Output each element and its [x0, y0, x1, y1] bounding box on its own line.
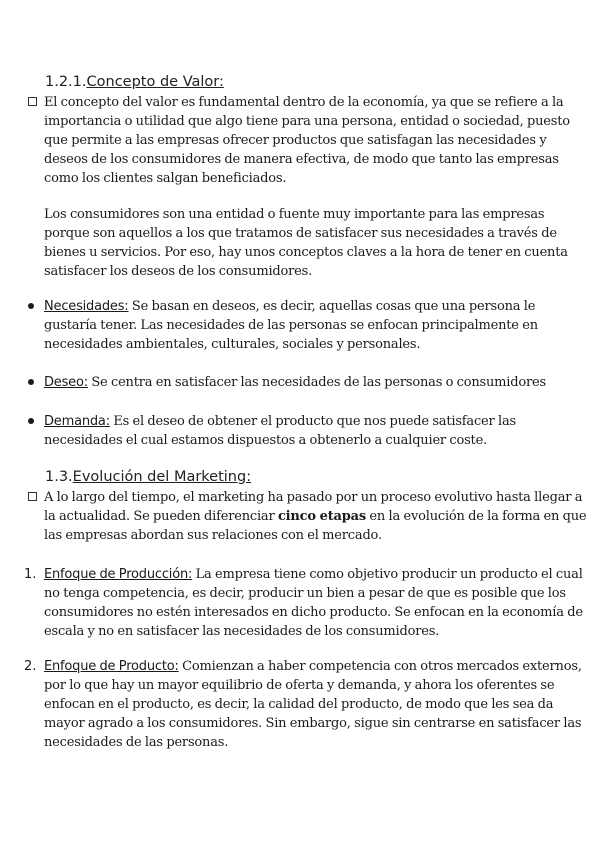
square-bullet-icon	[28, 492, 37, 501]
section-number: 1.2.1.	[45, 74, 87, 90]
bullet-dot-icon	[28, 418, 34, 424]
section-title: Concepto de Valor:	[86, 74, 224, 90]
term-necesidades: Necesidades:	[44, 299, 129, 314]
section-heading-concepto-valor	[45, 73, 224, 91]
item-enfoque-produccion	[44, 565, 590, 641]
bullet-text: Se centra en satisfacer las necesidades de las personas o consumidores	[87, 375, 546, 390]
bullet-text: Se basan en deseos, es decir, aquellas cosas que una persona le gustaría tener. Las necesidades de las personas se enfocan principalmente en necesidades ambientales, culturales, sociales y personales.	[44, 299, 538, 352]
bullet-deseo	[44, 373, 590, 392]
paragraph-consumidores: Los consumidores son una entidad o fuente muy importante para las empresas porque son aquellos a los que tratamos de satisfacer sus necesidades a través de bienes u servicios. Por eso, hay unos conceptos claves a la hora de tener en cuenta satisfacer los deseos de los consumidores.	[44, 207, 568, 279]
paragraph-evolucion-intro	[44, 488, 590, 545]
term-demanda: Demanda:	[44, 414, 110, 429]
term-enfoque-producto: Enfoque de Producto:	[44, 659, 179, 674]
intro-text: A lo largo del tiempo, el marketing ha pasado por un proceso evolutivo hasta llegar a la actualidad. Se pueden diferenciar	[44, 490, 583, 524]
list-number: 1.	[24, 567, 37, 582]
item-text: La empresa tiene como objetivo producir un producto el cual no tenga competencia, es decir, producir un bien a pesar de que es posible que los consumidores no estén interesados en dicho producto. Se enfocan en la economía de escala y no en satisfacer las necesidades de los consumidores.	[44, 567, 583, 639]
term-deseo: Deseo:	[44, 375, 88, 390]
paragraph-valor-definicion: El concepto del valor es fundamental dentro de la economía, ya que se refiere a la importancia o utilidad que algo tiene para una persona, entidad o sociedad, puesto que permite a las empresas ofrecer productos que satisfagan las necesidades y deseos de los consumidores de manera efectiva, de modo que tanto las empresas como los clientes salgan beneficiados.	[44, 95, 570, 186]
list-number: 2.	[24, 659, 37, 674]
bullet-necesidades	[44, 297, 584, 354]
square-bullet-icon	[28, 97, 37, 106]
intro-text-end: en la evolución de la forma en que las empresas abordan sus relaciones con el mercado.	[44, 509, 587, 543]
item-text: Comienzan a haber competencia con otros mercados externos, por lo que hay un mayor equilibrio de oferta y demanda, y ahora los oferentes se enfocan en el producto, es decir, la calidad del producto, de modo que les sea da mayor agrado a los consumidores. Sin embargo, sigue sin centrarse en satisfacer las necesidades de las personas.	[44, 659, 582, 750]
intro-bold-text: cinco etapas	[277, 509, 366, 524]
term-enfoque-produccion: Enfoque de Producción:	[44, 567, 193, 582]
section-title: Evolución del Marketing:	[72, 469, 252, 485]
bullet-text: Es el deseo de obtener el producto que nos puede satisfacer las necesidades el cual estamos dispuestos a obtenerlo a cualquier coste.	[44, 414, 516, 448]
section-number: 1.3.	[45, 469, 73, 485]
bullet-dot-icon	[28, 379, 34, 385]
item-enfoque-producto	[44, 657, 590, 752]
bullet-dot-icon	[28, 303, 34, 309]
bullet-demanda	[44, 412, 564, 450]
section-heading-evolucion-marketing	[45, 468, 251, 486]
